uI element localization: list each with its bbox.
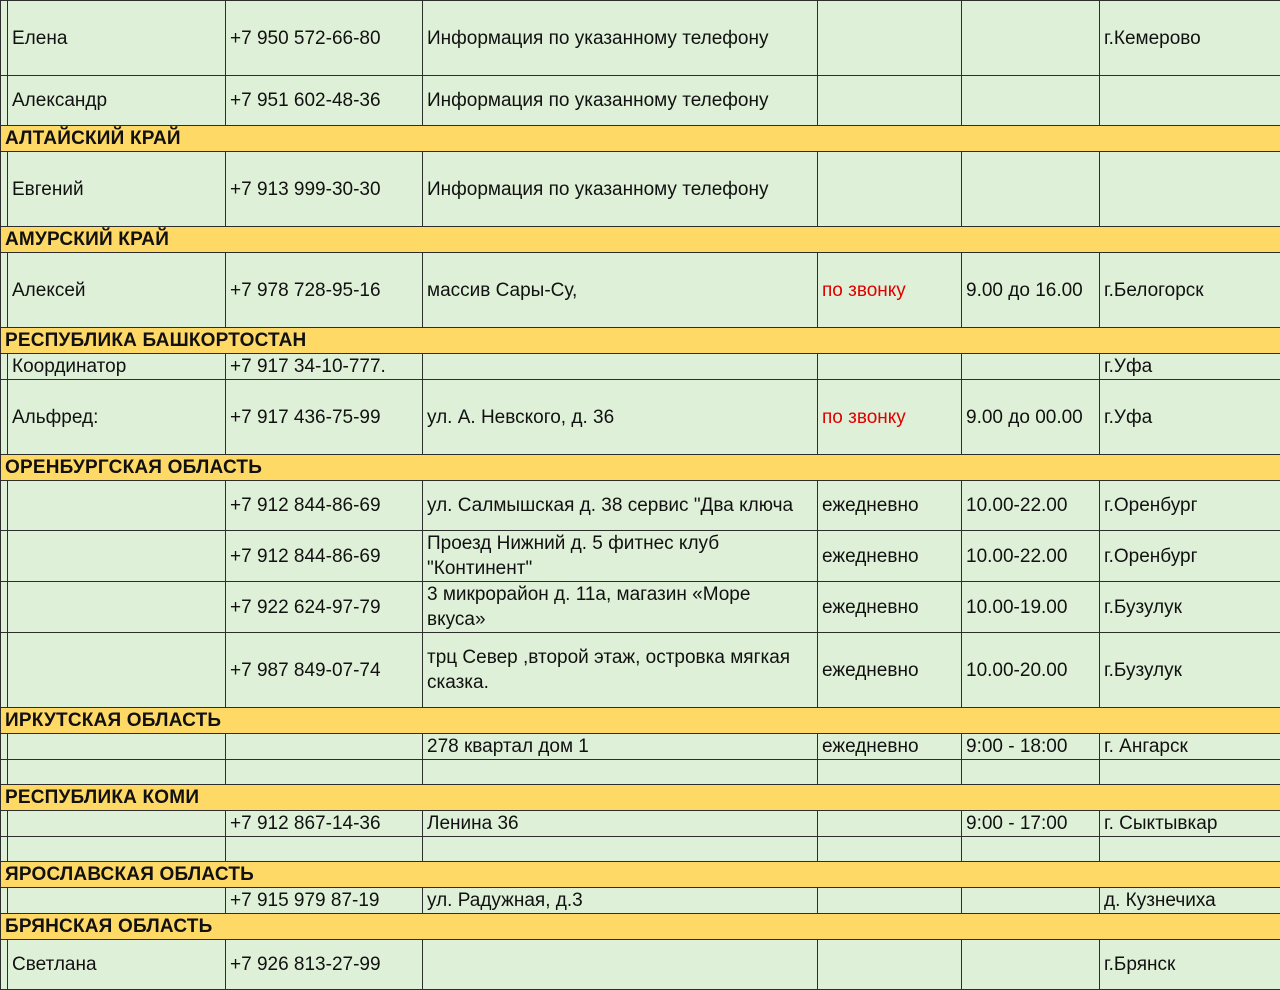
row-margin-cell[interactable] (1, 380, 8, 455)
work-days-cell[interactable]: по звонку (818, 380, 962, 455)
address-cell[interactable]: ул. Радужная, д.3 (423, 888, 818, 914)
city-cell[interactable] (1100, 760, 1280, 785)
phone-cell[interactable] (226, 837, 423, 862)
address-cell[interactable]: 278 квартал дом 1 (423, 734, 818, 760)
work-hours-cell[interactable]: 9.00 до 16.00 (962, 253, 1100, 328)
contact-name-cell[interactable] (8, 734, 226, 760)
contact-name-cell[interactable]: Евгений (8, 152, 226, 227)
table-row (1, 531, 1280, 582)
row-margin-cell[interactable] (1, 253, 8, 328)
table-row (1, 253, 1280, 328)
work-days-cell[interactable] (818, 940, 962, 990)
city-cell[interactable]: г.Уфа (1100, 354, 1280, 380)
work-days-cell[interactable] (818, 811, 962, 837)
work-hours-cell[interactable]: 9.00 до 00.00 (962, 380, 1100, 455)
city-cell[interactable]: г.Бузулук (1100, 582, 1280, 633)
contact-name-cell[interactable] (8, 531, 226, 582)
phone-cell[interactable]: +7 978 728-95-16 (226, 253, 423, 328)
work-days-cell[interactable]: ежедневно (818, 734, 962, 760)
table-row (1, 888, 1280, 914)
address-cell[interactable]: Информация по указанному телефону (423, 76, 818, 126)
work-days-cell[interactable] (818, 354, 962, 380)
region-title[interactable]: РЕСПУБЛИКА КОМИ (1, 785, 1280, 811)
region-title[interactable]: ЯРОСЛАВСКАЯ ОБЛАСТЬ (1, 862, 1280, 888)
contact-name-cell[interactable] (8, 888, 226, 914)
city-cell[interactable] (1100, 76, 1280, 126)
address-cell[interactable]: Информация по указанному телефону (423, 1, 818, 76)
address-cell[interactable]: Проезд Нижний д. 5 фитнес клуб "Континент" (423, 531, 818, 582)
row-margin-cell[interactable] (1, 734, 8, 760)
address-cell[interactable]: ул. Салмышская д. 38 сервис "Два ключа (423, 481, 818, 531)
table-row (1, 811, 1280, 837)
address-cell[interactable] (423, 760, 818, 785)
address-cell[interactable]: ул. А. Невского, д. 36 (423, 380, 818, 455)
phone-cell[interactable]: +7 912 867-14-36 (226, 811, 423, 837)
city-cell[interactable]: г.Оренбург (1100, 531, 1280, 582)
row-margin-cell[interactable] (1, 582, 8, 633)
row-margin-cell[interactable] (1, 633, 8, 708)
work-hours-cell[interactable] (962, 152, 1100, 227)
work-days-cell[interactable] (818, 76, 962, 126)
work-days-cell[interactable] (818, 152, 962, 227)
work-days-cell[interactable] (818, 888, 962, 914)
city-cell[interactable]: г.Кемерово (1100, 1, 1280, 76)
city-cell[interactable]: г. Сыктывкар (1100, 811, 1280, 837)
contact-name-cell[interactable]: Алексей (8, 253, 226, 328)
city-cell[interactable]: г.Брянск (1100, 940, 1280, 990)
row-margin-cell[interactable] (1, 888, 8, 914)
table-row (1, 1, 1280, 76)
work-hours-cell[interactable]: 9:00 - 18:00 (962, 734, 1100, 760)
phone-cell[interactable]: +7 922 624-97-79 (226, 582, 423, 633)
contact-name-cell[interactable]: Альфред: (8, 380, 226, 455)
phone-cell[interactable]: +7 951 602-48-36 (226, 76, 423, 126)
table-row (1, 633, 1280, 708)
region-header-row (1, 785, 1280, 811)
address-cell[interactable] (423, 354, 818, 380)
work-hours-cell[interactable] (962, 837, 1100, 862)
row-margin-cell[interactable] (1, 76, 8, 126)
phone-cell[interactable]: +7 917 34-10-777. (226, 354, 423, 380)
region-title[interactable]: АЛТАЙСКИЙ КРАЙ (1, 126, 1280, 152)
region-header-row (1, 227, 1280, 253)
table-row (1, 940, 1280, 990)
phone-cell[interactable]: +7 950 572-66-80 (226, 1, 423, 76)
contact-name-cell[interactable]: Координатор (8, 354, 226, 380)
contact-name-cell[interactable]: Александр (8, 76, 226, 126)
phone-cell[interactable]: +7 987 849-07-74 (226, 633, 423, 708)
phone-cell[interactable]: +7 915 979 87-19 (226, 888, 423, 914)
work-days-cell[interactable]: ежедневно (818, 633, 962, 708)
table-row (1, 837, 1280, 862)
work-days-cell[interactable] (818, 837, 962, 862)
table-row (1, 481, 1280, 531)
city-cell[interactable] (1100, 837, 1280, 862)
city-cell[interactable]: г.Бузулук (1100, 633, 1280, 708)
contact-name-cell[interactable] (8, 837, 226, 862)
work-hours-cell[interactable]: 9:00 - 17:00 (962, 811, 1100, 837)
city-cell[interactable]: г.Белогорск (1100, 253, 1280, 328)
row-margin-cell[interactable] (1, 811, 8, 837)
city-cell[interactable]: г. Ангарск (1100, 734, 1280, 760)
work-hours-cell[interactable] (962, 940, 1100, 990)
phone-cell[interactable]: +7 926 813-27-99 (226, 940, 423, 990)
work-days-cell[interactable]: по звонку (818, 253, 962, 328)
address-cell[interactable] (423, 837, 818, 862)
phone-cell[interactable]: +7 917 436-75-99 (226, 380, 423, 455)
region-title[interactable]: АМУРСКИЙ КРАЙ (1, 227, 1280, 253)
row-margin-cell[interactable] (1, 354, 8, 380)
work-hours-cell[interactable] (962, 76, 1100, 126)
row-margin-cell[interactable] (1, 940, 8, 990)
work-hours-cell[interactable] (962, 1, 1100, 76)
table-row (1, 734, 1280, 760)
work-days-cell[interactable] (818, 760, 962, 785)
work-hours-cell[interactable] (962, 354, 1100, 380)
region-title[interactable]: РЕСПУБЛИКА БАШКОРТОСТАН (1, 328, 1280, 354)
work-days-cell[interactable]: ежедневно (818, 531, 962, 582)
city-cell[interactable]: г.Уфа (1100, 380, 1280, 455)
row-margin-cell[interactable] (1, 531, 8, 582)
row-margin-cell[interactable] (1, 1, 8, 76)
phone-cell[interactable]: +7 913 999-30-30 (226, 152, 423, 227)
region-header-row (1, 455, 1280, 481)
work-hours-cell[interactable] (962, 888, 1100, 914)
phone-cell[interactable] (226, 734, 423, 760)
work-hours-cell[interactable]: 10.00-20.00 (962, 633, 1100, 708)
work-hours-cell[interactable]: 10.00-22.00 (962, 531, 1100, 582)
city-cell[interactable]: г.Оренбург (1100, 481, 1280, 531)
address-cell[interactable]: Информация по указанному телефону (423, 152, 818, 227)
contact-name-cell[interactable] (8, 760, 226, 785)
contact-name-cell[interactable] (8, 633, 226, 708)
table-body (1, 1, 1280, 990)
city-cell[interactable] (1100, 152, 1280, 227)
work-days-cell[interactable]: ежедневно (818, 481, 962, 531)
table-row (1, 354, 1280, 380)
contact-name-cell[interactable]: Светлана (8, 940, 226, 990)
work-hours-cell[interactable] (962, 760, 1100, 785)
region-header-row (1, 126, 1280, 152)
address-cell[interactable]: трц Север ,второй этаж, островка мягкая сказка. (423, 633, 818, 708)
table-row (1, 76, 1280, 126)
region-header-row (1, 328, 1280, 354)
table-row (1, 380, 1280, 455)
region-title[interactable]: ОРЕНБУРГСКАЯ ОБЛАСТЬ (1, 455, 1280, 481)
region-header-row (1, 914, 1280, 940)
work-hours-cell[interactable]: 10.00-19.00 (962, 582, 1100, 633)
row-margin-cell[interactable] (1, 760, 8, 785)
row-margin-cell[interactable] (1, 152, 8, 227)
address-cell[interactable]: 3 микрорайон д. 11а, магазин «Море вкуса» (423, 582, 818, 633)
phone-cell[interactable]: +7 912 844-86-69 (226, 481, 423, 531)
table-row (1, 152, 1280, 227)
address-cell[interactable] (423, 940, 818, 990)
region-header-row (1, 862, 1280, 888)
contact-name-cell[interactable] (8, 811, 226, 837)
contact-name-cell[interactable] (8, 481, 226, 531)
work-days-cell[interactable]: ежедневно (818, 582, 962, 633)
work-hours-cell[interactable]: 10.00-22.00 (962, 481, 1100, 531)
contact-name-cell[interactable] (8, 582, 226, 633)
row-margin-cell[interactable] (1, 837, 8, 862)
phone-cell[interactable]: +7 912 844-86-69 (226, 531, 423, 582)
address-cell[interactable]: массив Сары-Су, (423, 253, 818, 328)
city-cell[interactable]: д. Кузнечиха (1100, 888, 1280, 914)
region-title[interactable]: ИРКУТСКАЯ ОБЛАСТЬ (1, 708, 1280, 734)
contact-name-cell[interactable]: Елена (8, 1, 226, 76)
table-row (1, 760, 1280, 785)
work-days-cell[interactable] (818, 1, 962, 76)
phone-cell[interactable] (226, 760, 423, 785)
row-margin-cell[interactable] (1, 481, 8, 531)
address-cell[interactable]: Ленина 36 (423, 811, 818, 837)
region-title[interactable]: БРЯНСКАЯ ОБЛАСТЬ (1, 914, 1280, 940)
table-row (1, 582, 1280, 633)
region-header-row (1, 708, 1280, 734)
